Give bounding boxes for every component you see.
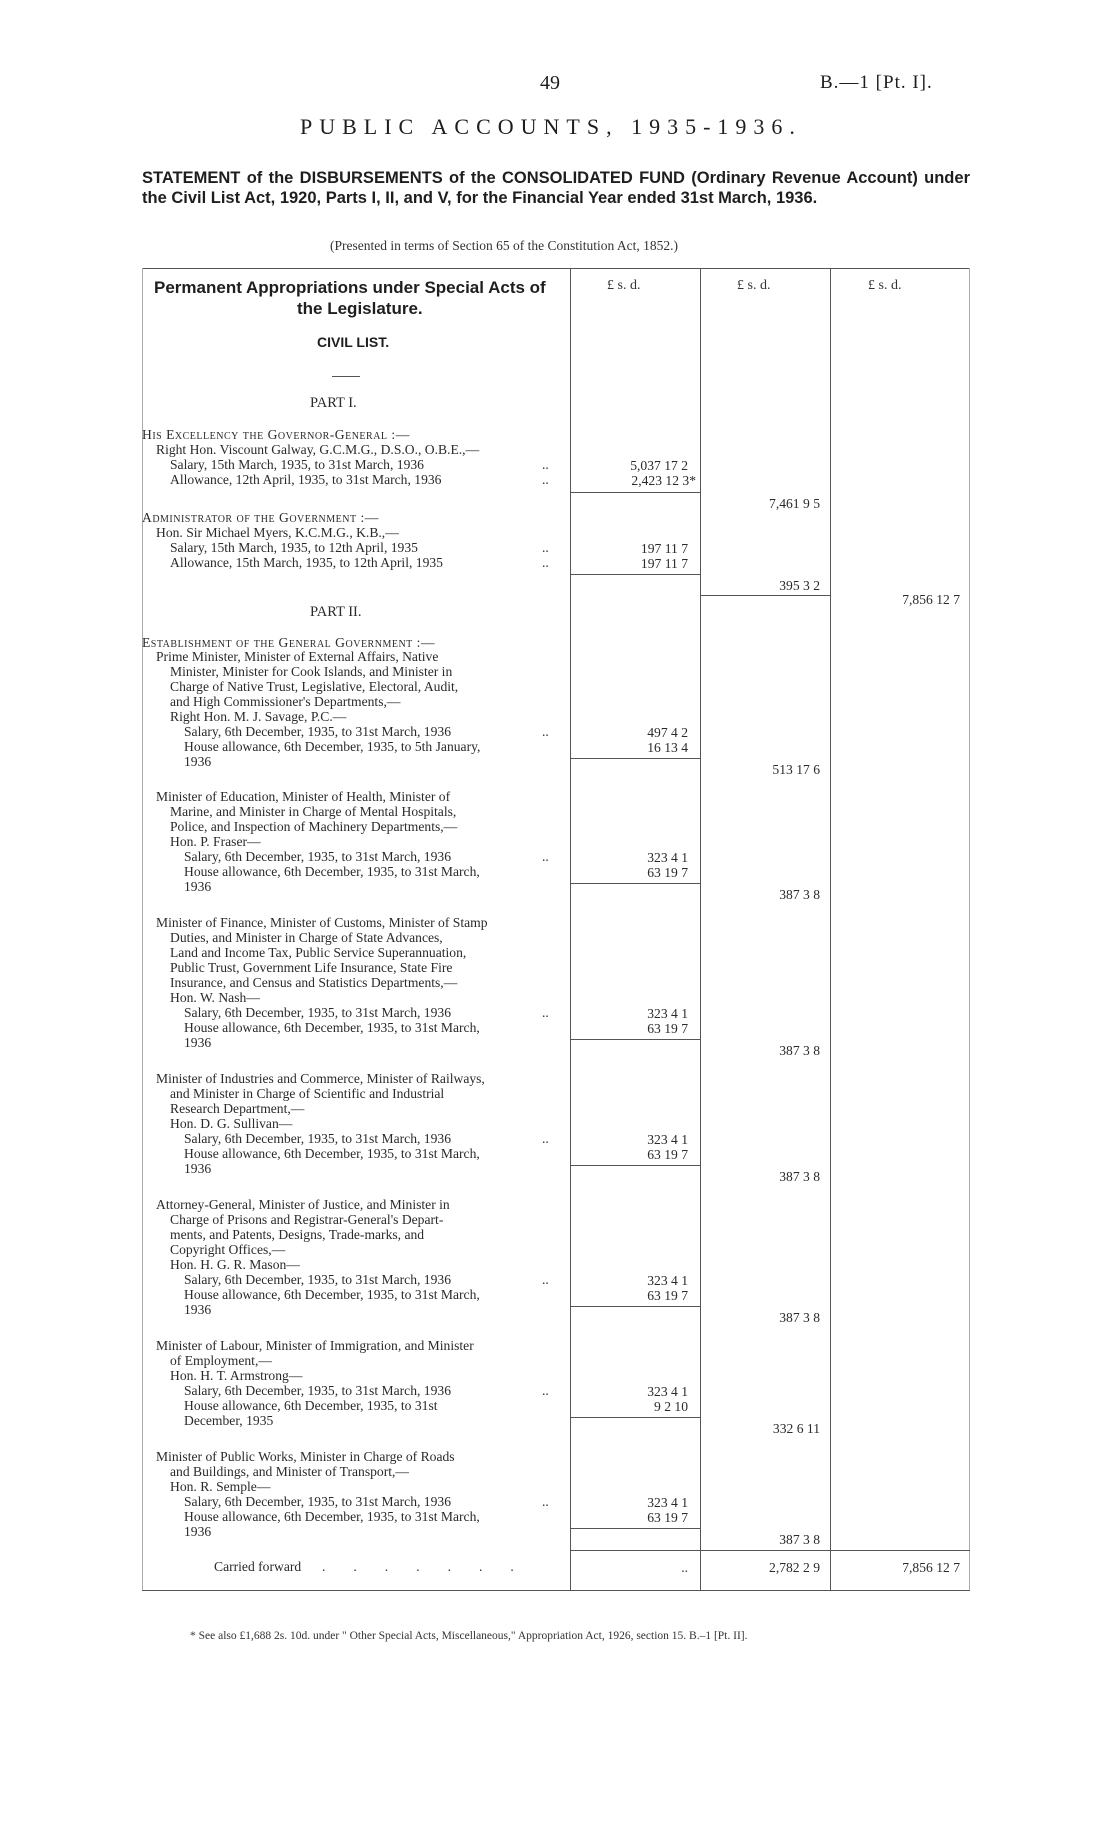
pm-house-allowance-cont: 1936: [184, 754, 212, 769]
administrator-salary-amount: 197 11 7: [640, 541, 688, 556]
page-number: 49: [540, 72, 560, 94]
subtotal-rule: [570, 574, 700, 575]
education-house-allowance-cont: 1936: [184, 879, 212, 894]
works-house-amount: 63 19 7: [647, 1510, 688, 1525]
finance-description-line: Public Trust, Government Life Insurance, State Fire: [170, 960, 453, 975]
works-total: 387 3 8: [779, 1532, 820, 1547]
finance-house-amount: 63 19 7: [647, 1021, 688, 1036]
leader-dots: ..: [542, 1494, 549, 1509]
pm-house-amount: 16 13 4: [647, 740, 688, 755]
leader-dots: ..: [542, 1383, 549, 1398]
civil-list-subheading: CIVIL LIST.: [317, 334, 390, 350]
pm-salary-amount: 497 4 2: [647, 725, 688, 740]
labour-house-allowance: House allowance, 6th December, 1935, to 31st: [184, 1398, 438, 1413]
governor-allowance: Allowance, 12th April, 1935, to 31st March, 1936: [170, 472, 442, 487]
works-house-allowance-cont: 1936: [184, 1524, 212, 1539]
column-header-3: £ s. d.: [868, 278, 902, 293]
pm-total: 513 17 6: [772, 762, 820, 777]
education-description-line: Marine, and Minister in Charge of Mental Hospitals,: [170, 804, 457, 819]
footnote: * See also £1,688 2s. 10d. under " Other Special Acts, Miscellaneous," Appropriation Act, 1926, section 15. B.–1 [Pt. II].: [190, 1630, 748, 1642]
part2-title: PART II.: [310, 604, 362, 620]
table-top-rule: [142, 268, 970, 269]
administrator-allowance: Allowance, 15th March, 1935, to 12th April, 1935: [170, 555, 443, 570]
pm-description-line: Prime Minister, Minister of External Affairs, Native: [156, 649, 439, 664]
finance-total: 387 3 8: [779, 1043, 820, 1058]
finance-salary: Salary, 6th December, 1935, to 31st March, 1936: [184, 1005, 451, 1020]
leader-dots: ..: [542, 472, 549, 487]
education-salary-amount: 323 4 1: [647, 850, 688, 865]
pm-description-line: and High Commissioner's Departments,—: [170, 694, 401, 709]
works-description-line: Minister of Public Works, Minister in Charge of Roads: [156, 1449, 455, 1464]
leader-dots: ..: [542, 1005, 549, 1020]
subtotal-rule: [570, 1306, 700, 1307]
labour-description-line: of Employment,—: [170, 1353, 272, 1368]
column-header-2: £ s. d.: [737, 278, 771, 293]
governor-salary-amount: 5,037 17 2: [630, 458, 688, 473]
subtotal-rule: [570, 1417, 700, 1418]
labour-minister-name: Hon. H. T. Armstrong—: [170, 1368, 303, 1383]
finance-salary-amount: 323 4 1: [647, 1006, 688, 1021]
industries-house-allowance-cont: 1936: [184, 1161, 212, 1176]
table-right-rule: [969, 268, 970, 1590]
attorney-description-line: Copyright Offices,—: [170, 1242, 286, 1257]
governor-total: 7,461 9 5: [769, 496, 820, 511]
carried-forward-label: Carried forward: [214, 1559, 302, 1574]
administrator-heading: Administrator of the Government :—: [142, 510, 379, 525]
pm-description-line: Minister, Minister for Cook Islands, and Minister in: [170, 664, 453, 679]
finance-house-allowance-cont: 1936: [184, 1035, 212, 1050]
industries-house-allowance: House allowance, 6th December, 1935, to 31st March,: [184, 1146, 480, 1161]
works-description-line: and Buildings, and Minister of Transport,—: [170, 1464, 410, 1479]
subtotal-rule: [570, 758, 700, 759]
column-divider-2: [700, 268, 701, 1590]
attorney-minister-name: Hon. H. G. R. Mason—: [170, 1257, 300, 1272]
pm-description-line: Charge of Native Trust, Legislative, Electoral, Audit,: [170, 679, 459, 694]
labour-salary: Salary, 6th December, 1935, to 31st March, 1936: [184, 1383, 451, 1398]
works-minister-name: Hon. R. Semple—: [170, 1479, 271, 1494]
total-rule: [700, 595, 830, 596]
leader-dots: ..: [542, 457, 549, 472]
statement-title: STATEMENT of the DISBURSEMENTS of the CONSOLIDATED FUND (Ordinary Revenue Account) under the Civil List Act, 1920, Parts I, II, and V, for the Financial Year ended 31st March, 1936.: [142, 169, 970, 207]
leader-dots: .......: [322, 1559, 542, 1574]
attorney-house-amount: 63 19 7: [647, 1288, 688, 1303]
carried-forward-col2: 2,782 2 9: [769, 1560, 820, 1575]
labour-house-allowance-cont: December, 1935: [184, 1413, 274, 1428]
attorney-description-line: ments, and Patents, Designs, Trade-marks, and: [170, 1227, 425, 1242]
presented-note: (Presented in terms of Section 65 of the Constitution Act, 1852.): [330, 238, 678, 253]
subtotal-rule: [570, 1528, 700, 1529]
education-total: 387 3 8: [779, 887, 820, 902]
attorney-salary-amount: 323 4 1: [647, 1273, 688, 1288]
industries-salary: Salary, 6th December, 1935, to 31st March, 1936: [184, 1131, 451, 1146]
part1-title: PART I.: [310, 395, 357, 411]
table-left-rule: [142, 268, 143, 1590]
pm-name: Right Hon. M. J. Savage, P.C.—: [170, 709, 347, 724]
attorney-salary: Salary, 6th December, 1935, to 31st March, 1936: [184, 1272, 451, 1287]
education-description-line: Minister of Education, Minister of Health, Minister of: [156, 789, 451, 804]
subtotal-rule: [570, 1039, 700, 1040]
works-salary-amount: 323 4 1: [647, 1495, 688, 1510]
subtotal-rule: [570, 1165, 700, 1166]
column-header-1: £ s. d.: [607, 278, 641, 293]
labour-salary-amount: 323 4 1: [647, 1384, 688, 1399]
industries-total: 387 3 8: [779, 1169, 820, 1184]
subtotal-rule: [570, 492, 700, 493]
attorney-house-allowance-cont: 1936: [184, 1302, 212, 1317]
finance-description-line: Duties, and Minister in Charge of State Advances,: [170, 930, 443, 945]
column-divider-3: [830, 268, 831, 1590]
leader-dots: ..: [542, 1131, 549, 1146]
education-house-amount: 63 19 7: [647, 865, 688, 880]
governor-heading: His Excellency the Governor-General :—: [142, 427, 410, 442]
table-bottom-rule: [142, 1590, 970, 1591]
leader-dots: ..: [542, 555, 549, 570]
pm-salary: Salary, 6th December, 1935, to 31st March, 1936: [184, 724, 451, 739]
heading-dash: [332, 376, 360, 377]
pm-house-allowance: House allowance, 6th December, 1935, to 5th January,: [184, 739, 481, 754]
administrator-salary: Salary, 15th March, 1935, to 12th April, 1935: [170, 540, 418, 555]
carried-forward-rule: [570, 1550, 970, 1551]
carried-forward-col1: ..: [681, 1560, 688, 1575]
leader-dots: ..: [542, 724, 549, 739]
administrator-name: Hon. Sir Michael Myers, K.C.M.G., K.B.,—: [156, 525, 399, 540]
running-title: PUBLIC ACCOUNTS, 1935-1936.: [300, 114, 802, 139]
labour-house-amount: 9 2 10: [654, 1399, 688, 1414]
leader-dots: ..: [542, 1272, 549, 1287]
education-house-allowance: House allowance, 6th December, 1935, to 31st March,: [184, 864, 480, 879]
education-description-line: Police, and Inspection of Machinery Departments,—: [170, 819, 458, 834]
governor-name: Right Hon. Viscount Galway, G.C.M.G., D.S.O., O.B.E.,—: [156, 442, 480, 457]
table-heading-line2: the Legislature.: [297, 299, 423, 318]
carried-forward-col3: 7,856 12 7: [902, 1560, 960, 1575]
education-salary: Salary, 6th December, 1935, to 31st March, 1936: [184, 849, 451, 864]
administrator-allowance-amount: 197 11 7: [640, 556, 688, 571]
governor-salary: Salary, 15th March, 1935, to 31st March, 1936: [170, 457, 424, 472]
table-heading-line1: Permanent Appropriations under Special Acts of: [154, 278, 546, 297]
labour-total: 332 6 11: [772, 1421, 820, 1436]
attorney-total: 387 3 8: [779, 1310, 820, 1325]
finance-description-line: Insurance, and Census and Statistics Departments,—: [170, 975, 458, 990]
attorney-house-allowance: House allowance, 6th December, 1935, to 31st March,: [184, 1287, 480, 1302]
attorney-description-line: Charge of Prisons and Registrar-General's Depart-: [170, 1212, 444, 1227]
attorney-description-line: Attorney-General, Minister of Justice, and Minister in: [156, 1197, 450, 1212]
column-divider-1: [570, 268, 571, 1590]
labour-description-line: Minister of Labour, Minister of Immigration, and Minister: [156, 1338, 474, 1353]
document-reference: B.—1 [Pt. I].: [820, 72, 933, 93]
education-minister-name: Hon. P. Fraser—: [170, 834, 261, 849]
industries-description-line: and Minister in Charge of Scientific and Industrial: [170, 1086, 445, 1101]
establishment-heading: Establishment of the General Government :—: [142, 635, 436, 650]
subtotal-rule: [570, 883, 700, 884]
finance-minister-name: Hon. W. Nash—: [170, 990, 260, 1005]
finance-description-line: Minister of Finance, Minister of Customs, Minister of Stamp: [156, 915, 488, 930]
part1-grand-total: 7,856 12 7: [902, 592, 960, 607]
governor-allowance-amount: 2,423 12 3*: [631, 473, 696, 488]
industries-description-line: Research Department,—: [170, 1101, 305, 1116]
finance-house-allowance: House allowance, 6th December, 1935, to 31st March,: [184, 1020, 480, 1035]
civil-list-table: [142, 268, 970, 1618]
leader-dots: ..: [542, 849, 549, 864]
administrator-total: 395 3 2: [779, 578, 820, 593]
works-house-allowance: House allowance, 6th December, 1935, to 31st March,: [184, 1509, 480, 1524]
industries-minister-name: Hon. D. G. Sullivan—: [170, 1116, 293, 1131]
industries-house-amount: 63 19 7: [647, 1147, 688, 1162]
works-salary: Salary, 6th December, 1935, to 31st March, 1936: [184, 1494, 451, 1509]
industries-description-line: Minister of Industries and Commerce, Minister of Railways,: [156, 1071, 485, 1086]
finance-description-line: Land and Income Tax, Public Service Superannuation,: [170, 945, 467, 960]
leader-dots: ..: [542, 540, 549, 555]
industries-salary-amount: 323 4 1: [647, 1132, 688, 1147]
